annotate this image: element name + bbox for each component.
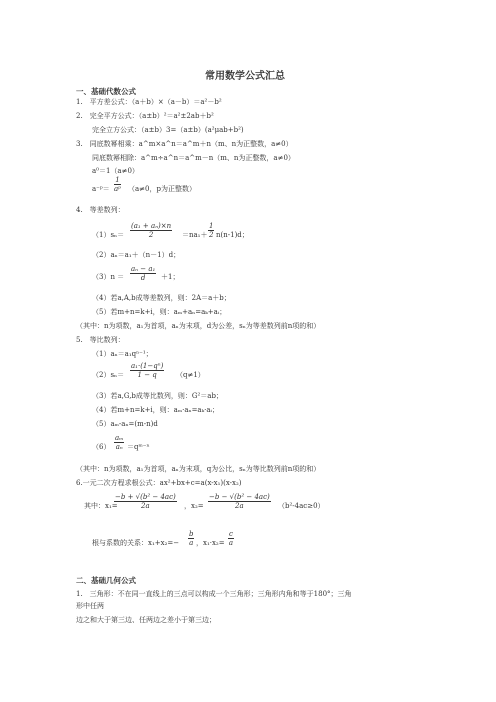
fraction-numerator: aₙ − a₁ [131, 265, 156, 273]
quadratic-root2-prefix: ，x₂= [184, 502, 204, 510]
line-difference-of-squares: 1. 平方差公式：（a＋b）×（a－b）＝a²－b² [76, 98, 222, 106]
geo-difference: （5）aₘ-aₙ=(m-n)d [92, 420, 158, 428]
quadratic-root1-fraction [114, 493, 177, 511]
negative-power-lhs: a⁻ᵖ＝ [92, 185, 110, 193]
fraction-numerator: −b − √(b² − 4ac) [209, 493, 270, 501]
arith-sum-prefix: （1）sₙ＝ [92, 231, 125, 239]
geo-index-property: （4）若m+n=k+i，则：aₘ·aₙ=aₖ·aᵢ； [92, 406, 219, 414]
geo-note: （其中：n为项数，a₁为首项，aₙ为末项，q为公比，sₙ为等比数列前n项的和） [76, 465, 321, 473]
fraction-numerator: b [189, 530, 194, 538]
line-perfect-cube: 完全立方公式：（a±b）3=（a±b）(a²μab+b²) [92, 126, 244, 134]
geo-ratio-suffix: ＝qᵐ⁻ⁿ [127, 443, 150, 451]
arith-count-suffix: ＋1； [161, 273, 180, 281]
geo-ratio-prefix: （6） [92, 443, 111, 451]
arith-index-property: （5）若m+n=k+i，则：aₘ+aₙ=aₖ+aᵢ； [92, 308, 227, 316]
line-power-divide: 同底数幂相除：a^m÷a^n＝a^m－n（m、n为正整数，a≠0） [92, 154, 295, 162]
fraction-numerator: aₘ [115, 434, 124, 442]
triangle-line-2: 形中任两 [76, 602, 104, 610]
line-quadratic-formula: 6.一元二次方程求根公式：ax²+bx+c=a(x-x₁)(x-x₂) [76, 479, 242, 487]
geo-mean: （3）若a,G,b成等比数列，则：G²＝ab； [92, 392, 223, 400]
geo-sum-condition: （q≠1） [176, 371, 205, 379]
arith-count-prefix: （3）n ＝ [92, 273, 125, 281]
fraction-numerator: a₁·(1−qⁿ) [131, 362, 164, 370]
arith-sum-middle: ＝na₁＋ [182, 231, 208, 239]
arith-note: （其中：n为项数，a₁为首项，aₙ为末项，d为公差，sₙ为等差数列前n项的和） [76, 322, 321, 330]
vieta-sum-fraction [188, 530, 194, 548]
fraction-denominator: aᵖ [114, 185, 121, 193]
page-title: 常用数学公式汇总 [205, 71, 285, 82]
fraction-denominator: aₙ [115, 443, 123, 451]
arith-sum-suffix: n(n-1)d； [216, 231, 249, 239]
fraction-denominator: a [189, 539, 194, 547]
line-zero-power: a⁰＝1（a≠0） [92, 167, 139, 175]
vieta-product-prefix: ，x₁·x₂= [196, 539, 225, 547]
fraction-denominator: d [140, 274, 146, 282]
quadratic-root1-prefix: 其中：x₁= [84, 502, 118, 510]
line-perfect-square: 2. 完全平方公式：（a±b）²＝a²±2ab＋b² [76, 112, 214, 120]
quadratic-discriminant-condition: （b²-4ac≥0） [278, 502, 325, 510]
fraction-numerator: (a₁ + aₙ)×n [131, 222, 172, 230]
fraction-denominator: 1 − q [137, 371, 157, 379]
fraction-denominator: 2a [141, 502, 150, 510]
line-arithmetic-sequence: 4. 等差数列： [76, 206, 125, 214]
geo-nth-term: （1）aₙ＝a₁qⁿ⁻¹； [92, 350, 153, 358]
arith-sum-fraction [130, 222, 172, 240]
arith-mean: （4）若a,A,b成等差数列，则：2A＝a＋b； [92, 294, 231, 302]
line-geometric-sequence: 5. 等比数列： [76, 336, 125, 344]
fraction-numerator: −b + √(b² − 4ac) [115, 493, 176, 501]
triangle-line-3: 边之和大于第三边、任两边之差小于第三边； [76, 616, 216, 624]
negative-power-condition: （a≠0，p为正整数） [128, 185, 196, 193]
negative-power-fraction [114, 176, 121, 194]
geo-ratio-fraction [114, 434, 124, 452]
fraction-denominator: 2a [235, 502, 244, 510]
quadratic-root2-fraction [208, 493, 271, 511]
vieta-prefix: 根与系数的关系：x₁+x₂=− [92, 539, 180, 547]
fraction-denominator: 2 [209, 231, 214, 239]
arith-nth-term: （2）aₙ＝a₁＋（n－1）d； [92, 251, 181, 259]
triangle-line-1: 1. 三角形：不在同一直线上的三点可以构成一个三角形；三角形内角和等于180°；三角 [76, 590, 352, 598]
arith-sum-half-fraction [208, 222, 214, 240]
section-heading-geometry: 二、基础几何公式 [76, 576, 136, 585]
fraction-denominator: 2 [148, 231, 154, 239]
fraction-denominator: a [228, 539, 234, 547]
geo-sum-prefix: （2）sₙ＝ [92, 371, 125, 379]
arith-count-fraction [130, 265, 156, 283]
fraction-numerator: 1 [209, 222, 214, 230]
fraction-numerator: 1 [115, 176, 120, 184]
fraction-numerator: c [229, 530, 233, 538]
geo-sum-fraction [130, 362, 164, 380]
section-heading-algebra: 一、基础代数公式 [76, 87, 136, 96]
line-power-multiply: 3. 同底数幂相乘：a^m×a^n＝a^m＋n（m、n为正整数，a≠0） [76, 140, 293, 148]
vieta-product-fraction [228, 530, 234, 548]
